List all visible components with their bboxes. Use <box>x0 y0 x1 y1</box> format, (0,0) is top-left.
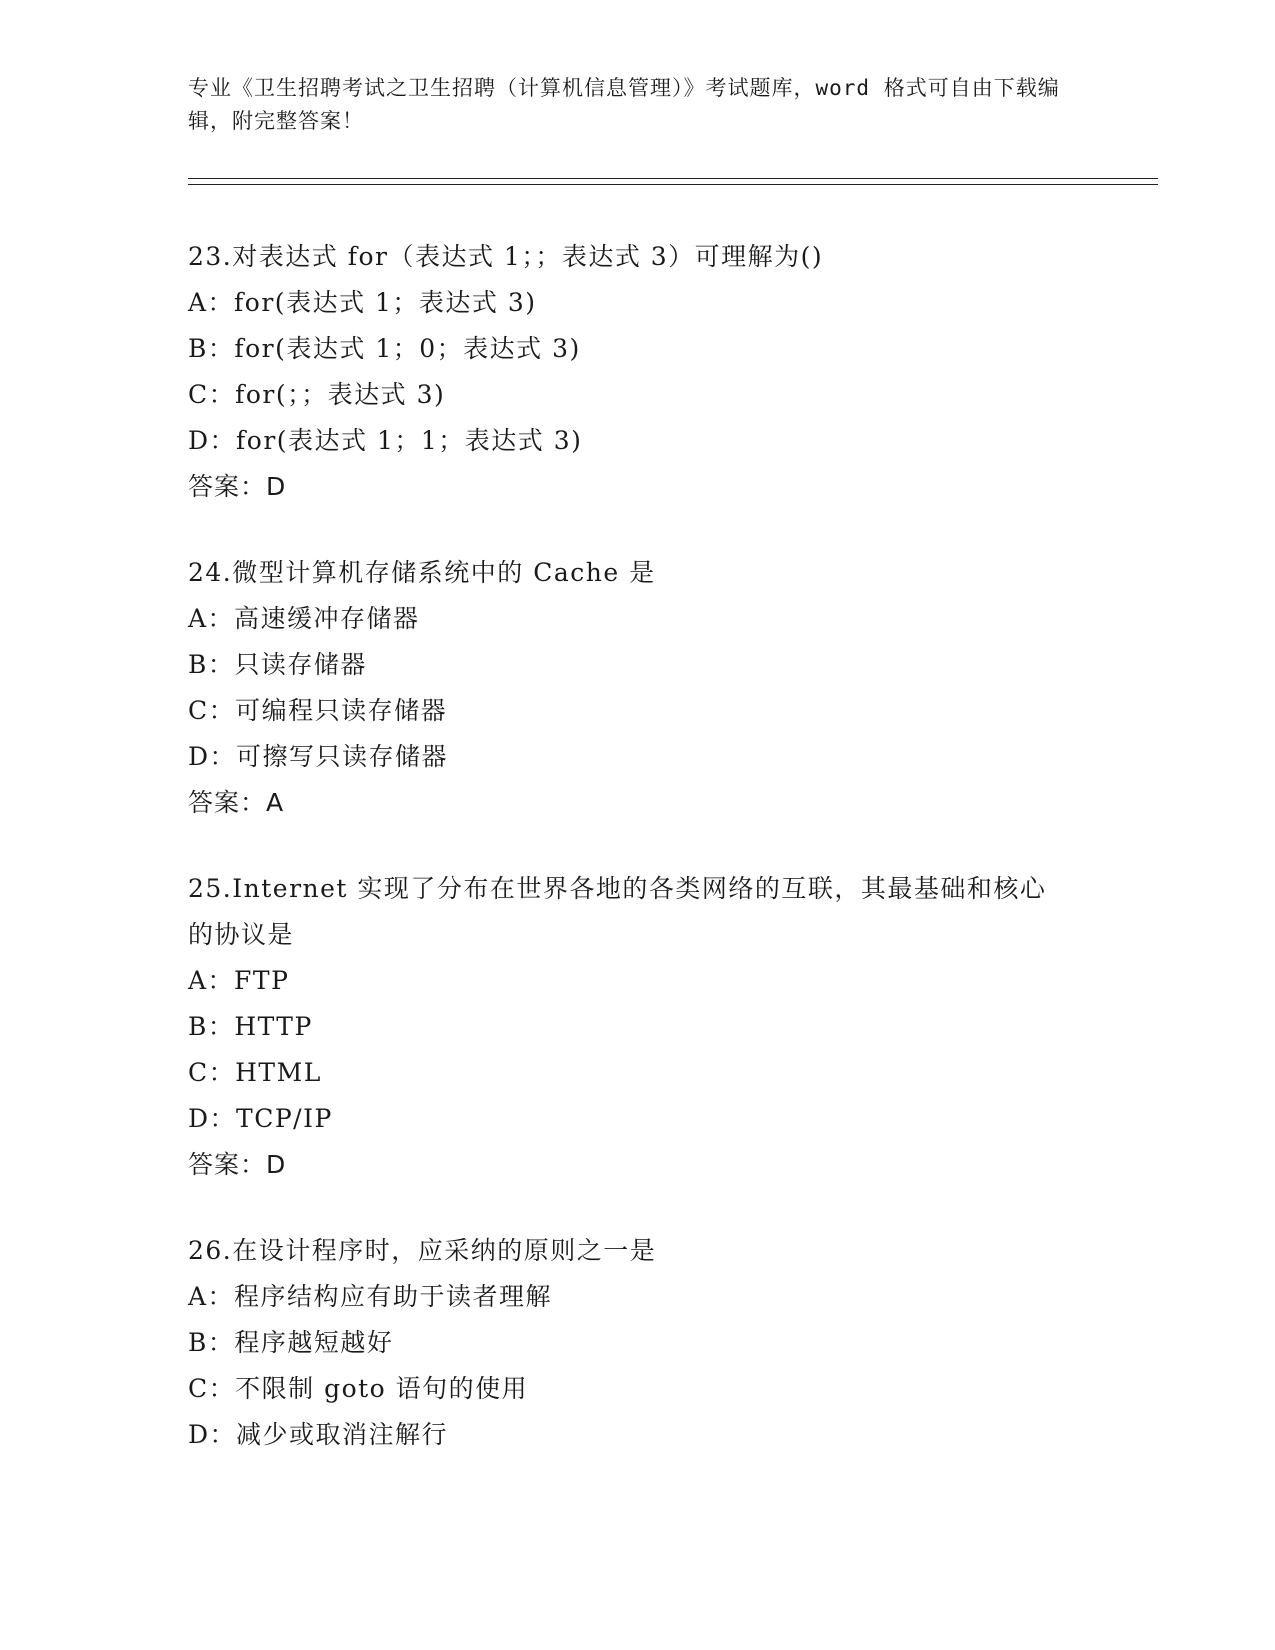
option-d: D：for(表达式 1；1；表达式 3) <box>188 426 583 455</box>
option-c: C：可编程只读存储器 <box>188 696 448 725</box>
document-header <box>188 72 1068 138</box>
question-23 <box>188 234 1088 510</box>
option-b: B：for(表达式 1；0；表达式 3) <box>188 334 581 363</box>
option-b: B：HTTP <box>188 1012 313 1041</box>
answer: 答案：A <box>188 788 285 817</box>
option-a: A：程序结构应有助于读者理解 <box>188 1282 553 1311</box>
question-stem: 26.在设计程序时，应采纳的原则之一是 <box>188 1236 657 1265</box>
option-b: B：只读存储器 <box>188 650 367 679</box>
question-stem: 24.微型计算机存储系统中的 Cache 是 <box>188 558 656 587</box>
option-a: A：FTP <box>188 966 290 995</box>
header-divider-bottom <box>188 184 1158 185</box>
question-25 <box>188 866 1088 1188</box>
option-a: A：高速缓冲存储器 <box>188 604 420 633</box>
answer: 答案：D <box>188 1150 287 1179</box>
header-divider-top <box>188 178 1158 179</box>
option-d: D：TCP/IP <box>188 1104 333 1133</box>
option-c: C：不限制 goto 语句的使用 <box>188 1374 529 1403</box>
question-24 <box>188 550 1088 826</box>
option-b: B：程序越短越好 <box>188 1328 394 1357</box>
option-c: C：for(；；表达式 3) <box>188 380 446 409</box>
answer: 答案：D <box>188 472 287 501</box>
option-d: D：减少或取消注解行 <box>188 1420 449 1449</box>
header-intro: 专业《卫生招聘考试之卫生招聘（计算机信息管理）》考试题库，word 格式可自由下载编辑，附完整答案！ <box>188 76 1060 133</box>
option-c: C：HTML <box>188 1058 322 1087</box>
option-d: D：可擦写只读存储器 <box>188 742 449 771</box>
question-stem: 25.Internet 实现了分布在世界各地的各类网络的互联，其最基础和核心的协议是 <box>188 874 1047 949</box>
question-26 <box>188 1228 1088 1458</box>
question-stem: 23.对表达式 for（表达式 1；；表达式 3）可理解为() <box>188 242 824 271</box>
option-a: A：for(表达式 1；表达式 3) <box>188 288 537 317</box>
question-list <box>188 234 1088 1498</box>
